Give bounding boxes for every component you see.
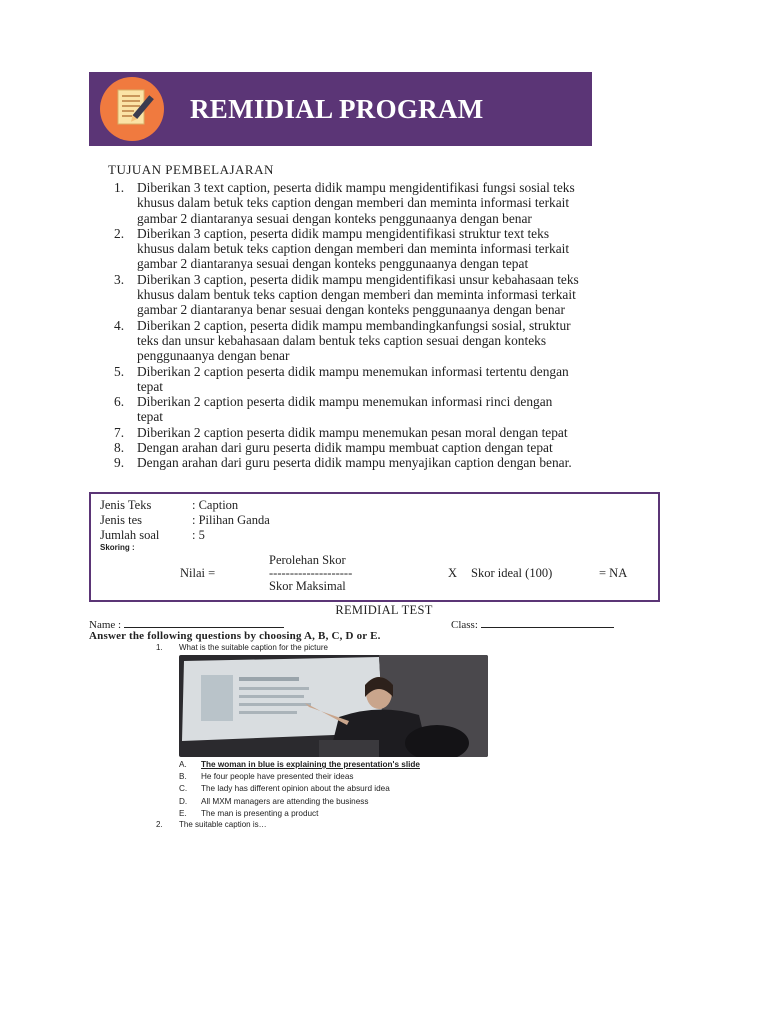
objective-item — [111, 440, 681, 455]
objective-line: Diberikan 2 caption peserta didik mampu menemukan informasi tertentu dengan — [137, 363, 569, 379]
class-label: Class: — [451, 619, 478, 631]
option-text: The woman in blue is explaining the presentation's slide — [201, 760, 420, 769]
info-label: Jenis tes — [100, 513, 143, 527]
test-info-box — [89, 492, 660, 602]
objective-line: teks dan unsur kebahasaan dalam bentuk teks caption sesuai dengan konteks — [137, 332, 547, 348]
instruction-text: Answer the following questions by choosing A, B, C, D or E. — [89, 630, 381, 642]
objective-number: 7. — [114, 424, 125, 440]
objective-item — [111, 425, 681, 440]
fraction-line: -------------------- — [269, 566, 353, 580]
name-label: Name : — [89, 619, 122, 631]
numerator: Perolehan Skor — [269, 553, 346, 567]
objective-line: gambar 2 diantaranya sesuai dengan konteks penggunaanya dengan benar — [137, 210, 532, 226]
class-row — [451, 618, 614, 631]
question-number: 1. — [156, 643, 163, 652]
info-row-jumlah-soal — [100, 528, 205, 543]
question-number: 2. — [156, 820, 163, 829]
info-row-jenis-tes — [100, 513, 270, 528]
info-label: Jenis Teks — [100, 498, 152, 512]
question-text: What is the suitable caption for the picture — [179, 643, 328, 652]
objective-item — [111, 180, 681, 226]
info-value: : 5 — [192, 528, 205, 542]
class-field[interactable] — [481, 618, 614, 628]
objective-number: 8. — [114, 440, 125, 456]
objective-item — [111, 364, 681, 395]
document-pen-icon — [100, 77, 164, 141]
objectives-list — [111, 180, 681, 471]
objective-line: Diberikan 3 caption, peserta didik mampu mengidentifikasi unsur kebahasaan teks — [137, 271, 579, 287]
option-text: He four people have presented their ideas — [201, 772, 354, 782]
objective-line: khusus dalam bentuk teks caption dengan memberi dan meminta informasi terkait — [137, 287, 576, 303]
objective-line: gambar 2 diantaranya sesuai dengan konteks penggunaanya dengan tepat — [137, 256, 529, 272]
option-letter: D. — [179, 796, 188, 806]
objective-number: 4. — [114, 317, 125, 333]
objective-number: 2. — [114, 225, 125, 241]
option-letter: C. — [179, 784, 188, 794]
denominator: Skor Maksimal — [269, 579, 346, 593]
info-row-jenis-teks — [100, 498, 238, 513]
objective-line: Diberikan 2 caption peserta didik mampu menemukan informasi rinci dengan — [137, 394, 553, 410]
page-title: REMIDIAL PROGRAM — [190, 93, 484, 124]
objectives-heading: TUJUAN PEMBELAJARAN — [108, 162, 274, 177]
objective-line: Dengan arahan dari guru peserta didik mampu membuat caption dengan tepat — [137, 440, 553, 456]
objective-line: khusus dalam betuk teks caption dengan memberi dan meminta informasi terkait — [137, 241, 570, 257]
objective-line: gambar 2 diantaranya benar sesuai dengan konteks penggunaanya dengan benar — [137, 302, 565, 318]
option-letter: E. — [179, 808, 187, 818]
nilai-label: Nilai = — [180, 566, 216, 580]
times-sign: X — [448, 566, 458, 580]
objective-line: khusus dalam betuk teks caption dengan memberi dan meminta informasi terkait — [137, 195, 570, 211]
ideal-score: Skor ideal (100) — [471, 566, 553, 580]
objective-line: tepat — [137, 378, 164, 394]
header-banner — [89, 72, 592, 146]
option-text: The lady has different opinion about the absurd idea — [201, 784, 390, 794]
question-text: The suitable caption is… — [179, 820, 267, 829]
answer-options — [179, 760, 420, 821]
objective-line: Dengan arahan dari guru peserta didik mampu menyajikan caption dengan benar. — [137, 455, 572, 471]
name-field[interactable] — [124, 618, 284, 628]
scoring-label: Skoring : — [100, 543, 135, 552]
result-na: = NA — [599, 566, 628, 580]
objective-item — [111, 226, 681, 272]
objective-item — [111, 394, 681, 425]
answer-option[interactable] — [179, 772, 420, 784]
option-letter: B. — [179, 772, 187, 782]
objective-number: 9. — [114, 455, 125, 471]
objective-line: Diberikan 2 caption peserta didik mampu menemukan pesan moral dengan tepat — [137, 424, 568, 440]
option-text: All MXM managers are attending the business — [201, 796, 369, 806]
answer-option[interactable] — [179, 784, 420, 796]
objective-item — [111, 318, 681, 364]
objective-number: 3. — [114, 271, 125, 287]
objective-line: Diberikan 3 text caption, peserta didik mampu mengidentifikasi fungsi sosial teks — [137, 180, 575, 195]
answer-option[interactable] — [179, 797, 420, 809]
objective-number: 6. — [114, 394, 125, 410]
option-text: The man is presenting a product — [201, 808, 319, 818]
objective-item — [111, 455, 681, 470]
objective-line: penggunaanya dengan benar — [137, 348, 290, 364]
answer-option[interactable] — [179, 760, 420, 772]
objective-item — [111, 272, 681, 318]
presentation-photo — [179, 655, 488, 757]
info-value: : Pilihan Ganda — [192, 513, 270, 527]
info-value: : Caption — [192, 498, 239, 512]
option-letter: A. — [179, 760, 187, 769]
objective-line: tepat — [137, 409, 164, 425]
objective-line: Diberikan 2 caption, peserta didik mampu membandingkanfungsi sosial, struktur — [137, 317, 571, 333]
objective-line: Diberikan 3 caption, peserta didik mampu mengidentifikasi struktur text teks — [137, 225, 550, 241]
test-title: REMIDIAL TEST — [335, 603, 433, 617]
objective-number: 1. — [114, 180, 125, 195]
objective-number: 5. — [114, 363, 125, 379]
info-label: Jumlah soal — [100, 528, 160, 542]
